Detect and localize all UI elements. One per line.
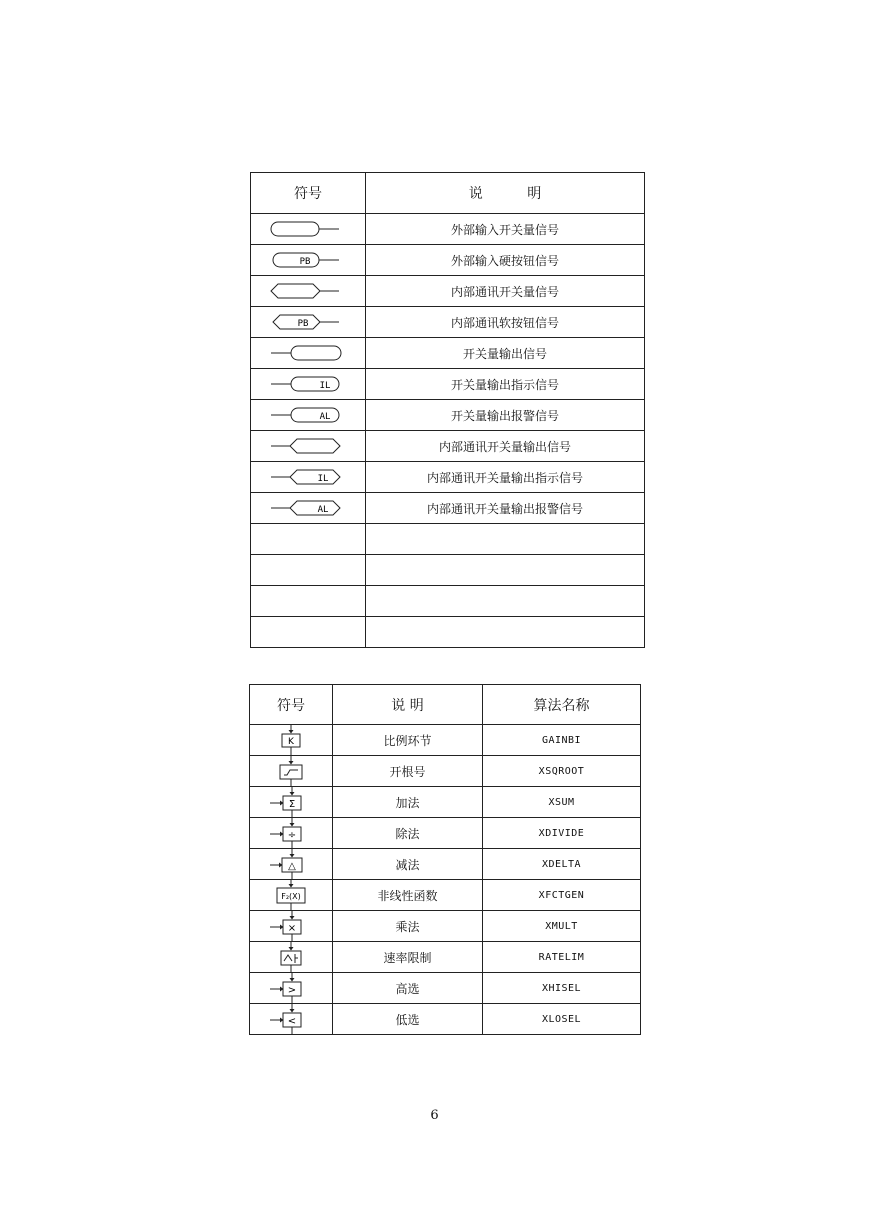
- table-row: [250, 942, 641, 973]
- table-row: [251, 555, 645, 586]
- symbol-cell: [250, 911, 333, 942]
- svg-text:×: ×: [287, 923, 297, 934]
- rate-limit-block-icon: [271, 942, 311, 972]
- pb-label: PB: [297, 319, 309, 329]
- algorithm-cell: XDIVIDE: [483, 818, 641, 849]
- sum-block-icon: [266, 787, 316, 817]
- table-row: [250, 725, 641, 756]
- symbol-cell: [250, 787, 333, 818]
- algorithm-cell: RATELIM: [483, 942, 641, 973]
- table-row: [251, 369, 645, 400]
- table-row: [251, 493, 645, 524]
- header-description: 说 明: [333, 685, 483, 725]
- description-cell: 内部通讯开关量输出信号: [366, 431, 645, 462]
- algorithm-cell: XDELTA: [483, 849, 641, 880]
- table-row: [251, 245, 645, 276]
- symbol-cell: [251, 431, 366, 462]
- header-description: 说 明: [366, 173, 645, 214]
- description-cell: 开关量输出报警信号: [366, 400, 645, 431]
- description-cell: 内部通讯开关量输出报警信号: [366, 493, 645, 524]
- description-cell: 内部通讯开关量信号: [366, 276, 645, 307]
- description-cell: 高选: [333, 973, 483, 1004]
- symbol-cell: [250, 818, 333, 849]
- table-row: [251, 586, 645, 617]
- multiply-block-icon: [266, 911, 316, 941]
- table-row: [250, 787, 641, 818]
- description-cell: 乘法: [333, 911, 483, 942]
- description-cell: 加法: [333, 787, 483, 818]
- al-label: AL: [317, 505, 329, 515]
- algorithm-cell: XLOSEL: [483, 1004, 641, 1035]
- symbol-cell: [251, 524, 366, 555]
- symbol-cell: [251, 369, 366, 400]
- symbol-cell: [251, 617, 366, 648]
- symbol-cell: [251, 555, 366, 586]
- sqrt-block-icon: [271, 756, 311, 786]
- il-label: IL: [317, 474, 329, 484]
- svg-text:K: K: [288, 737, 294, 747]
- algorithm-symbol-table: [249, 684, 641, 1035]
- algorithm-cell: XFCTGEN: [483, 880, 641, 911]
- symbol-cell: [251, 493, 366, 524]
- table-row: [251, 276, 645, 307]
- table-row: [251, 338, 645, 369]
- pb-label: PB: [299, 257, 311, 267]
- page-number: 6: [430, 1108, 439, 1123]
- description-cell: 减法: [333, 849, 483, 880]
- symbol-cell: [251, 307, 366, 338]
- table-row: [250, 818, 641, 849]
- divide-block-icon: [266, 818, 316, 848]
- comm-switch-symbol-icon: [263, 281, 353, 301]
- description-cell: 非线性函数: [333, 880, 483, 911]
- il-label: IL: [319, 381, 331, 391]
- symbol-cell: [250, 849, 333, 880]
- table-row: [250, 849, 641, 880]
- al-label: AL: [319, 412, 331, 422]
- description-cell: 速率限制: [333, 942, 483, 973]
- table-row: [251, 307, 645, 338]
- table-row: [251, 431, 645, 462]
- table-row: [250, 911, 641, 942]
- svg-text:<: <: [287, 1016, 297, 1027]
- symbol-cell: [251, 276, 366, 307]
- table-row: [250, 756, 641, 787]
- description-cell: 开关量输出指示信号: [366, 369, 645, 400]
- table-row: [251, 524, 645, 555]
- table-row: [250, 1004, 641, 1035]
- description-cell: 内部通讯开关量输出指示信号: [366, 462, 645, 493]
- comm-output-indicator-symbol-icon: [263, 467, 353, 487]
- input-hard-button-symbol-icon: [263, 250, 353, 270]
- description-cell: [366, 555, 645, 586]
- symbol-cell: [251, 462, 366, 493]
- algorithm-cell: XMULT: [483, 911, 641, 942]
- svg-text:>: >: [287, 985, 297, 996]
- table-row: [250, 973, 641, 1004]
- symbol-cell: [250, 973, 333, 1004]
- description-cell: 开关量输出信号: [366, 338, 645, 369]
- description-cell: 外部输入开关量信号: [366, 214, 645, 245]
- header-symbol: 符号: [251, 173, 366, 214]
- table-row: [251, 462, 645, 493]
- low-select-block-icon: [266, 1004, 316, 1034]
- output-indicator-symbol-icon: [263, 374, 353, 394]
- symbol-cell: [251, 338, 366, 369]
- comm-soft-button-symbol-icon: [263, 312, 353, 332]
- description-cell: [366, 586, 645, 617]
- algorithm-cell: XSUM: [483, 787, 641, 818]
- svg-text:Σ: Σ: [288, 799, 296, 810]
- high-select-block-icon: [266, 973, 316, 1003]
- comm-output-alarm-symbol-icon: [263, 498, 353, 518]
- description-cell: 外部输入硬按钮信号: [366, 245, 645, 276]
- symbol-cell: [251, 586, 366, 617]
- gain-block-icon: [271, 725, 311, 755]
- function-block-icon: [266, 880, 316, 910]
- symbol-cell: [250, 942, 333, 973]
- delta-block-icon: [266, 849, 316, 879]
- comm-output-symbol-icon: [263, 436, 353, 456]
- input-switch-symbol-icon: [263, 219, 353, 239]
- table-header-row: [251, 173, 645, 214]
- table-row: [251, 400, 645, 431]
- description-cell: 除法: [333, 818, 483, 849]
- symbol-cell: [251, 400, 366, 431]
- algorithm-cell: XHISEL: [483, 973, 641, 1004]
- algorithm-cell: XSQROOT: [483, 756, 641, 787]
- signal-symbol-table: [250, 172, 645, 648]
- algorithm-cell: GAINBI: [483, 725, 641, 756]
- table-header-row: [250, 685, 641, 725]
- svg-text:÷: ÷: [287, 830, 297, 841]
- output-alarm-symbol-icon: [263, 405, 353, 425]
- symbol-cell: [250, 880, 333, 911]
- description-cell: 开根号: [333, 756, 483, 787]
- header-algorithm-name: 算法名称: [483, 685, 641, 725]
- table-row: [251, 214, 645, 245]
- description-cell: [366, 617, 645, 648]
- svg-text:F₂(X): F₂(X): [281, 892, 301, 901]
- description-cell: 比例环节: [333, 725, 483, 756]
- description-cell: [366, 524, 645, 555]
- description-cell: 内部通讯软按钮信号: [366, 307, 645, 338]
- table-row: [251, 617, 645, 648]
- symbol-cell: [250, 756, 333, 787]
- symbol-cell: [250, 725, 333, 756]
- svg-text:△: △: [288, 861, 296, 872]
- output-switch-symbol-icon: [263, 343, 353, 363]
- table-row: [250, 880, 641, 911]
- symbol-cell: [251, 214, 366, 245]
- symbol-cell: [250, 1004, 333, 1035]
- description-cell: 低选: [333, 1004, 483, 1035]
- symbol-cell: [251, 245, 366, 276]
- header-symbol: 符号: [250, 685, 333, 725]
